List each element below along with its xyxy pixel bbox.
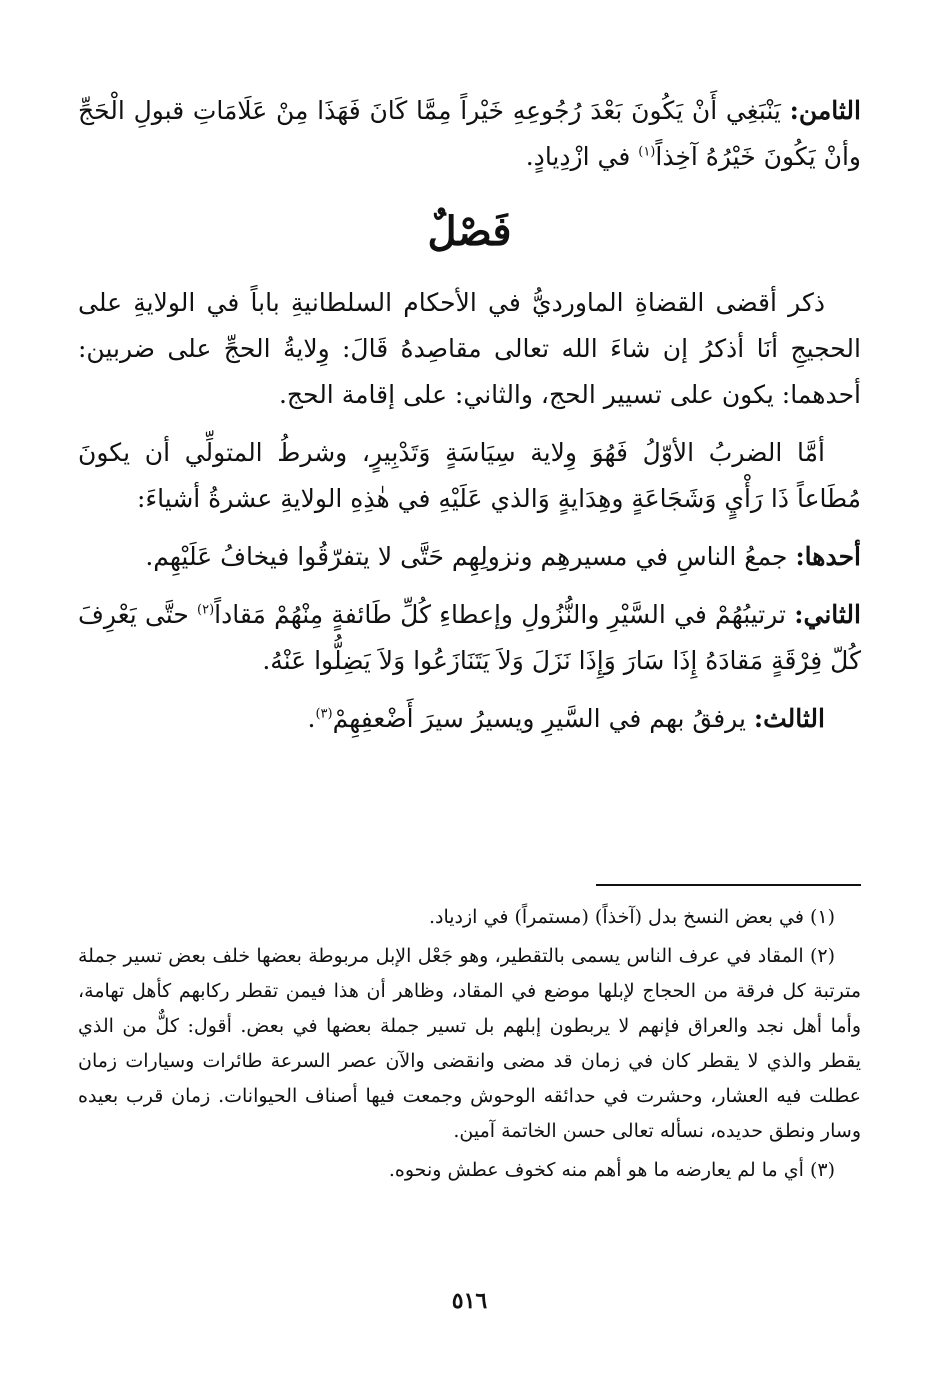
paragraph-first-type: [78, 430, 861, 522]
paragraph-item-two: [78, 592, 861, 684]
footnote-ref[interactable]: (٢): [197, 602, 215, 618]
footnote-1: (١) في بعض النسخ بدل (آخذاً) (مستمراً) في ازدياد.: [428, 906, 835, 928]
footnote-ref[interactable]: (١): [638, 144, 656, 160]
paragraph-tail: حتَّى يَعْرِفَ كُلّ فِرْقَةٍ مَقادَهُ إِذَا سَارَ وَإِذَا نَزَلَ وَلاَ يَتَنَازَعُوا وَلاَ يَضِلُّوا عَنْهُ.: [78, 600, 861, 675]
paragraph-intro: [78, 280, 861, 418]
paragraph-text: يرفقُ بهم في السَّيرِ ويسيرُ سيرَ أَضْعفِهِمْ: [332, 704, 746, 733]
paragraph-lead: الثالث:: [753, 704, 825, 733]
footnote-2: (٢) المقاد في عرف الناس يسمى بالتقطير، وهو جَعْل الإبل مربوطة بعضها خلف بعض تسير جملة مترتبة كل فرقة من الحجاج لإبلها موضع في المقاد، وظاهر أن هذا فيمن تقطر ركابهم كأهل تهامة، وأما أهل نجد والعراق فإنهم لا يربطون إبلهم بل تسير جملة بعضها في بعض. أقول: كلٌّ من الذي يقطر والذي لا يقطر كان في زمان قد مضى وانقضى والآن عصر السرعة طائرات وسيارات زمان عطلت فيه العشار، وحشرت في حدائقه الوحوش وجمعت فيها أصناف الحيوانات. زمان قرب بعيده وسار ونطق حديده، نسأله تعالى حسن الخاتمة آمين.: [78, 945, 861, 1142]
paragraph-item-three: [78, 696, 861, 742]
paragraph-text: ترتيبُهُمْ في السَّيْرِ والنُّزُولِ وإعطاءِ كُلِّ طَائفةٍ مِنْهُمْ مَقاداً: [214, 600, 787, 629]
paragraph-item-one: [78, 534, 861, 580]
section-title: فَصْلٌ: [427, 208, 512, 255]
paragraph-tail: في ازْدِيادٍ.: [525, 142, 631, 171]
paragraph-tail: .: [307, 704, 316, 733]
paragraph-text: جمعُ الناسِ في مسيرهِم ونزولِهِم حَتَّى لا يتفرّقُوا فيخافُ عَلَيْهِم.: [145, 542, 788, 571]
paragraph-eighth: [78, 88, 861, 180]
footnotes-section: [78, 884, 861, 1192]
paragraph-lead: أحدها:: [795, 542, 861, 571]
footnote-divider: [596, 884, 861, 886]
footnote-ref[interactable]: (٣): [315, 706, 333, 722]
paragraph-text: ذكر أقضى القضاةِ الماورديُّ في الأحكام السلطانيةِ باباً في الولايةِ على الحجيجِ أنَا أذكرُ إن شاءَ الله تعالى مقاصِدهُ قَالَ: وِلايةُ الحجِّ على ضربين: أحدهما: يكون على تسيير الحج، والثاني: على إقامة الحج.: [78, 288, 861, 409]
footnote-3: (٣) أي ما لم يعارضه ما هو أهم منه كخوف عطش ونحوه.: [388, 1159, 835, 1181]
paragraph-lead: الثامن:: [789, 96, 861, 125]
page-number: ٥١٦: [451, 1288, 488, 1314]
paragraph-lead: الثاني:: [794, 600, 861, 629]
paragraph-text: أمَّا الضربُ الأوّلُ فَهُوَ وِلاية سِيَاسَةٍ وَتَدْبِيرٍ، وشرطُ المتولِّي أن يكونَ مُطَاعاً ذَا رَأْيٍ وَشَجَاعَةٍ وهِدَايةٍ وَالذي عَلَيْهِ في هٰذِهِ الولايةِ عشرةُ أشياءَ:: [78, 438, 861, 513]
paragraph-text: يَنْبَغِي أَنْ يَكُونَ بَعْدَ رُجُوعِهِ خَيْراً مِمَّا كَانَ فَهَذَا مِنْ عَلَامَاتِ قبولِ الْحَجِّ وأنْ يَكُونَ خَيْرُهُ آخِذاً: [78, 96, 861, 171]
